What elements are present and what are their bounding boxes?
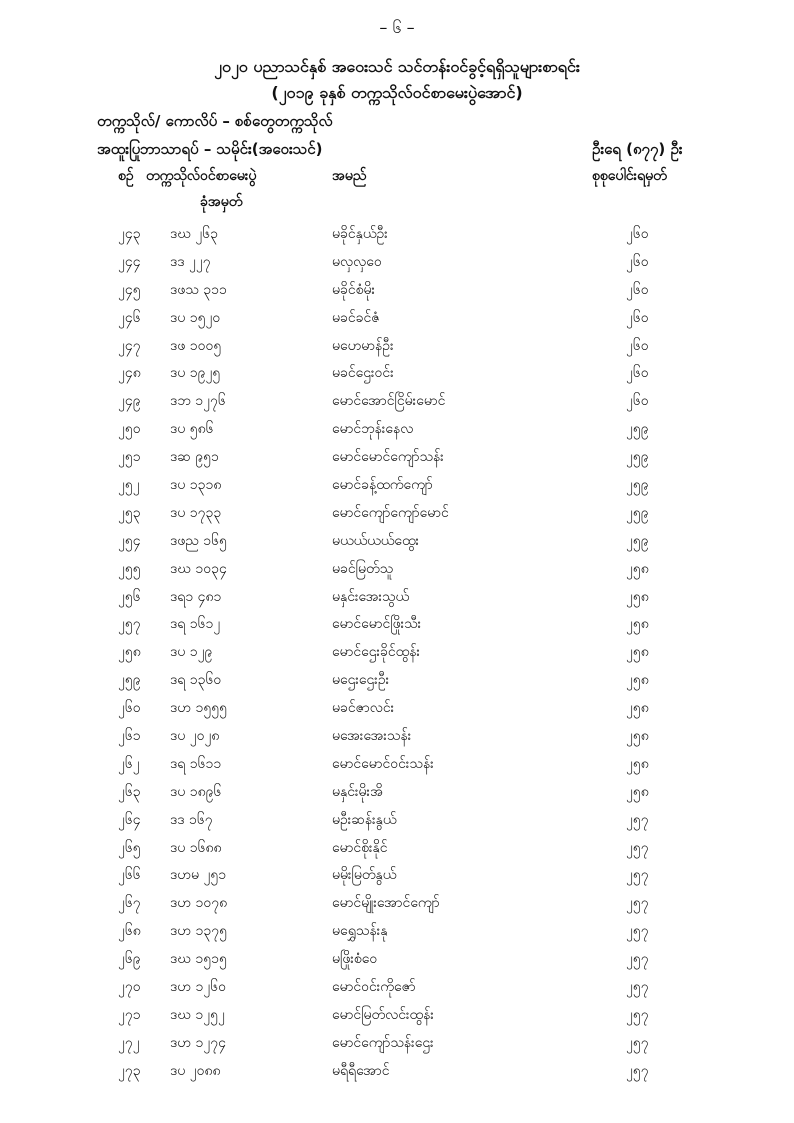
table-row — [0, 475, 794, 503]
student-name: မောင်ကျော်ကျော်မောင် — [332, 504, 449, 521]
total-marks: ၂၅၇ — [626, 839, 649, 856]
total-marks: ၂၅၇ — [626, 811, 649, 828]
serial-number: ၂၇၃ — [118, 1062, 141, 1079]
roll-number: ဒပ ၁၉၂၅ — [170, 365, 221, 382]
student-name: မလှလှဝေ — [332, 253, 382, 270]
serial-number: ၂၆၈ — [118, 923, 141, 940]
table-row — [0, 419, 794, 447]
student-name: မနှင်းအေးသွယ် — [332, 588, 410, 605]
serial-number: ၂၇၁ — [118, 1006, 141, 1023]
table-row — [0, 1033, 794, 1061]
table-row — [0, 838, 794, 866]
serial-number: ၂၅၇ — [118, 616, 141, 633]
table-row — [0, 391, 794, 419]
serial-number: ၂၅၈ — [118, 644, 141, 661]
header-total-marks: စုစုပေါင်းရမှတ် — [592, 168, 667, 184]
table-row — [0, 1005, 794, 1033]
total-marks: ၂၅၉ — [626, 477, 649, 494]
serial-number: ၂၅၀ — [118, 421, 141, 438]
student-name: မရီရီအောင် — [332, 1062, 390, 1079]
serial-number: ၂၄၈ — [118, 365, 141, 382]
table-row — [0, 1061, 794, 1089]
serial-number: ၂၅၃ — [118, 504, 141, 521]
total-marks: ၂၅၈ — [626, 672, 649, 689]
serial-number: ၂၆၁ — [118, 728, 141, 745]
table-row — [0, 503, 794, 531]
serial-number: ၂၇၀ — [118, 979, 141, 996]
table-row — [0, 977, 794, 1005]
total-marks: ၂၅၈ — [626, 783, 649, 800]
table-row — [0, 698, 794, 726]
serial-number: ၂၅၉ — [118, 672, 141, 689]
total-marks: ၂၅၈ — [626, 560, 649, 577]
total-marks: ၂၅၈ — [626, 728, 649, 745]
student-name: မောင်ခန့်ထက်ကျော် — [332, 477, 433, 494]
roll-number: ဒဃ ၁၂၅၂ — [170, 1006, 225, 1023]
roll-number: ဒဟ ၁၂၆၀ — [170, 979, 226, 996]
student-name: မောင်ဘုန်းနေလ — [332, 421, 414, 438]
total-marks: ၂၅၉ — [626, 532, 649, 549]
roll-number: ဒပ ၁၂၉ — [170, 644, 213, 661]
total-marks: ၂၅၈ — [626, 755, 649, 772]
table-row — [0, 810, 794, 838]
serial-number: ၂၄၄ — [118, 253, 141, 270]
roll-number: ဒရ ၁၆၁၂ — [170, 616, 221, 633]
roll-number: ဒပ ၁၈၉၆ — [170, 783, 222, 800]
roll-number: ဒဖည ၁၆၅ — [170, 532, 227, 549]
serial-number: ၂၆၀ — [118, 700, 141, 717]
total-marks: ၂၆၀ — [626, 309, 649, 326]
table-row — [0, 252, 794, 280]
roll-number: ဒဒ ၁၆၇ — [170, 811, 213, 828]
roll-number: ဒဟ ၁၃၇၅ — [170, 923, 227, 940]
student-name: မအေးအေးသန်း — [332, 728, 412, 745]
total-marks: ၂၅၇ — [626, 1034, 649, 1051]
total-marks: ၂၅၇ — [626, 895, 649, 912]
header-name: အမည် — [332, 168, 367, 184]
serial-number: ၂၆၄ — [118, 811, 141, 828]
roll-number: ဒရ ၁၃၆၀ — [170, 672, 222, 689]
roll-number: ဒပ ၁၃၁၈ — [170, 477, 222, 494]
serial-number: ၂၅၂ — [118, 477, 140, 494]
total-marks: ၂၅၈ — [626, 616, 649, 633]
table-row — [0, 308, 794, 336]
student-name: မောင်ဌေးခိုင်ထွန်း — [332, 644, 421, 661]
serial-number: ၂၅၄ — [118, 532, 141, 549]
student-name: မောင်မောင်ဝင်းသန်း — [332, 755, 434, 772]
header-serial: စဉ် — [118, 168, 134, 184]
serial-number: ၂၄၉ — [118, 393, 141, 410]
roll-number: ဒပ ၅၈၆ — [170, 421, 214, 438]
roll-number: ဒဘ ၁၂၇၆ — [170, 393, 226, 410]
table-row — [0, 280, 794, 308]
serial-number: ၂၄၆ — [118, 309, 141, 326]
total-marks: ၂၅၇ — [626, 867, 649, 884]
table-row — [0, 893, 794, 921]
serial-number: ၂၄၅ — [118, 281, 141, 298]
roll-number: ဒဟ ၁၀၇၈ — [170, 895, 228, 912]
roll-number: ဒပ ၁၆၈၈ — [170, 839, 222, 856]
total-marks: ၂၅၇ — [626, 1062, 649, 1079]
roll-number: ဒဒ ၂၂၇ — [170, 253, 211, 270]
header-roll-number: တက္ကသိုလ်ဝင်စာမေးပွဲ — [146, 168, 257, 184]
roll-number: ဒပ ၂၀၈၈ — [170, 1062, 221, 1079]
total-marks: ၂၅၈ — [626, 644, 649, 661]
total-marks: ၂၅၉ — [626, 449, 649, 466]
total-marks: ၂၆၀ — [626, 337, 649, 354]
serial-number: ၂၆၂ — [118, 755, 140, 772]
total-marks: ၂၆၀ — [626, 393, 649, 410]
serial-number: ၂၄၃ — [118, 226, 141, 242]
student-name: မခိုင်စံမိုး — [332, 281, 376, 298]
table-row — [0, 587, 794, 615]
table-row — [0, 336, 794, 364]
roll-number: ဒရ၁ ၄၈၁ — [170, 588, 222, 605]
table-row — [0, 531, 794, 559]
student-name: မနှင်းမိုးအိ — [332, 783, 383, 800]
total-marks: ၂၅၉ — [626, 504, 649, 521]
serial-number: ၂၆၉ — [118, 951, 141, 968]
serial-number: ၂၆၇ — [118, 895, 141, 912]
student-name: မောင်စိုးနိုင် — [332, 839, 388, 856]
table-row — [0, 614, 794, 642]
table-row — [0, 670, 794, 698]
student-name: မဌေးဌေးဦး — [332, 672, 390, 689]
total-marks: ၂၆၀ — [626, 226, 649, 242]
serial-number: ၂၄၇ — [118, 337, 141, 354]
roll-number: ဒဃ ၁၀၃၄ — [170, 560, 227, 577]
subject-line: အထူးပြုဘာသာရပ် – သမိုင်း(အဝေးသင်) — [97, 140, 323, 158]
student-name: မောင်မြတ်လင်းထွန်း — [332, 1006, 434, 1023]
total-marks: ၂၅၇ — [626, 979, 649, 996]
table-row — [0, 949, 794, 977]
student-name: မောင်မျိုးအောင်ကျော် — [332, 895, 440, 912]
student-name: မဟေမာန်ဦး — [332, 337, 394, 354]
serial-number: ၂၅၆ — [118, 588, 141, 605]
table-row — [0, 865, 794, 893]
serial-number: ၂၆၃ — [118, 783, 141, 800]
student-name: မမိုးမြတ်နွယ် — [332, 867, 397, 884]
roll-number: ဒပ ၁၇၃၃ — [170, 504, 222, 521]
table-row — [0, 782, 794, 810]
serial-number: ၂၇၂ — [118, 1034, 140, 1051]
roll-number: ဒဖ ၁၀၀၅ — [170, 337, 222, 354]
serial-number: ၂၅၁ — [118, 449, 141, 466]
student-name: မခင်မြတ်သူ — [332, 560, 394, 577]
results-table — [0, 224, 794, 1089]
student-name: မောင်အောင်ငြိမ်းမောင် — [332, 393, 446, 410]
header-roll-number-line2: ခုံအမှတ် — [200, 194, 243, 210]
table-row — [0, 224, 794, 252]
total-marks: ၂၅၈ — [626, 588, 649, 605]
table-row — [0, 754, 794, 782]
roll-number: ဒဟမ ၂၅၁ — [170, 867, 227, 884]
student-name: မဦးဆန်းနွယ် — [332, 811, 397, 828]
student-name: မောင်မောင်ကျော်သန်း — [332, 449, 444, 466]
document-title: ၂၀၂၀ ပညာသင်နှစ် အဝေးသင် သင်တန်းဝင်ခွင့်ရရှိသူများစာရင်း — [214, 57, 580, 76]
student-name: မခင်ဇာလင်း — [332, 700, 395, 717]
table-row — [0, 363, 794, 391]
document-subtitle: (၂၀၁၉ ခုနှစ် တက္ကသိုလ်ဝင်စာမေးပွဲအောင်) — [271, 83, 523, 102]
roll-number: ဒဃ ၂၆၃ — [170, 226, 219, 242]
student-name: မခင်ဌေးဝင်း — [332, 365, 394, 382]
total-marks: ၂၆၀ — [626, 365, 649, 382]
total-marks: ၂၅၇ — [626, 923, 649, 940]
page-number: – ၆ – — [379, 18, 415, 37]
total-marks: ၂၅၉ — [626, 421, 649, 438]
roll-number: ဒဖသ ၃၁၁ — [170, 281, 227, 298]
roll-number: ဒရ ၁၆၁၁ — [170, 755, 222, 772]
serial-number: ၂၆၆ — [118, 867, 141, 884]
student-name: မယယ်ယယ်ထွေး — [332, 532, 420, 549]
table-row — [0, 921, 794, 949]
quota-label: ဦးရေ (၈၇၇) ဦး — [592, 140, 683, 158]
total-marks: ၂၅၇ — [626, 1006, 649, 1023]
table-row — [0, 642, 794, 670]
university-line: တက္ကသိုလ်/ ကောလိပ် – စစ်တွေတက္ကသိုလ် — [97, 112, 333, 130]
roll-number: ဒဟ ၁၅၅၅ — [170, 700, 227, 717]
table-row — [0, 447, 794, 475]
total-marks: ၂၅၈ — [626, 700, 649, 717]
roll-number: ဒပ ၂၀၂၈ — [170, 728, 220, 745]
student-name: မဖြိုးစံဝေ — [332, 951, 378, 968]
table-row — [0, 559, 794, 587]
table-row — [0, 726, 794, 754]
total-marks: ၂၅၇ — [626, 951, 649, 968]
student-name: မောင်ကျော်သန်းဌေး — [332, 1034, 434, 1051]
student-name: မခင်ခင်ဇံ — [332, 309, 380, 326]
serial-number: ၂၆၅ — [118, 839, 141, 856]
student-name: မရွှေသန်းနု — [332, 923, 388, 940]
roll-number: ဒဃ ၁၅၁၅ — [170, 951, 227, 968]
student-name: မောင်မောင်ဖြိုးသီး — [332, 616, 422, 633]
student-name: မခိုင်နှယ်ဦး — [332, 226, 388, 242]
roll-number: ဒပ ၁၅၂၀ — [170, 309, 221, 326]
roll-number: ဒဆ ၉၅၁ — [170, 449, 219, 466]
serial-number: ၂၅၅ — [118, 560, 141, 577]
student-name: မောင်ဝင်းကိုဇော် — [332, 979, 416, 996]
total-marks: ၂၆၀ — [626, 281, 649, 298]
roll-number: ဒဟ ၁၂၇၄ — [170, 1034, 226, 1051]
total-marks: ၂၆၀ — [626, 253, 649, 270]
